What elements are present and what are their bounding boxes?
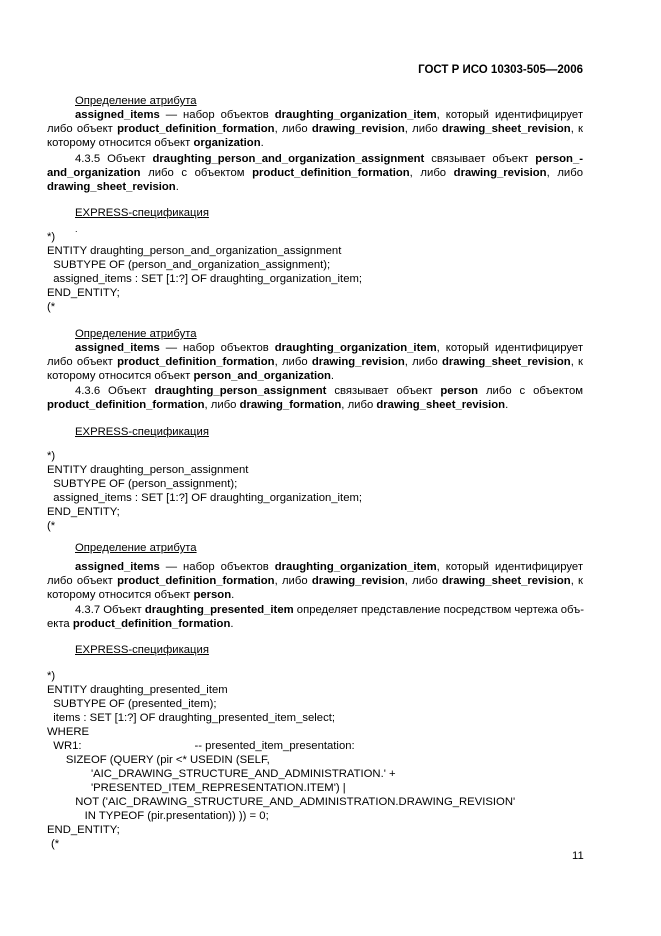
code-line: END_ENTITY; [47, 824, 120, 836]
code-line: WHERE [47, 726, 90, 738]
code-line: assigned_items : SET [1:?] OF draughting_organization_item; [47, 492, 363, 504]
code-line: SUBTYPE OF (person_and_organization_assignment); [47, 259, 331, 271]
code-line: assigned_items : SET [1:?] OF draughting_organization_item; [47, 273, 363, 285]
code-line: 'AIC_DRAWING_STRUCTURE_AND_ADMINISTRATION.' + [47, 768, 396, 780]
code-comment-open: *) [47, 450, 56, 462]
attribute-definition-heading: Определение атрибута [75, 328, 197, 340]
paragraph-line: assigned_items — набор объектов draughting_organization_item, который идентифицирует [75, 109, 584, 121]
section-4-3-6: 4.3.6 Объект draughting_person_assignment связывает объект person либо с объектом [75, 385, 584, 397]
paragraph-line: екта product_definition_formation. [47, 618, 234, 630]
attribute-definition-heading: Определение атрибута [75, 542, 197, 554]
code-line: SUBTYPE OF (person_assignment); [47, 478, 238, 490]
code-line: ENTITY draughting_presented_item [47, 684, 228, 696]
code-comment-close: (* [51, 838, 60, 850]
code-line: 'PRESENTED_ITEM_REPRESENTATION.ITEM') | [47, 782, 346, 794]
express-spec-heading: EXPRESS-спецификация [75, 426, 209, 438]
code-comment-open: *) [47, 670, 56, 682]
paragraph-line: product_definition_formation, либо drawing_formation, либо drawing_sheet_revision. [47, 399, 509, 411]
code-comment-open: *) [47, 231, 56, 243]
paragraph-line: которому относится объект person_and_organization. [47, 370, 335, 382]
attribute-definition-heading: Определение атрибута [75, 95, 197, 107]
express-spec-heading: EXPRESS-спецификация [75, 207, 209, 219]
code-line: END_ENTITY; [47, 506, 120, 518]
paragraph-line: либо объект product_definition_formation, либо drawing_revision, либо drawing_sheet_revision, к [47, 123, 583, 135]
code-line: IN TYPEOF (pir.presentation)) )) = 0; [47, 810, 269, 822]
code-line: SUBTYPE OF (presented_item); [47, 698, 217, 710]
paragraph-line: либо объект product_definition_formation, либо drawing_revision, либо drawing_sheet_revision, к [47, 356, 583, 368]
page-number: 11 [572, 850, 584, 862]
paragraph-line: and_organization либо с объектом product_definition_formation, либо drawing_revision, либо [47, 167, 583, 179]
express-spec-heading: EXPRESS-спецификация [75, 644, 209, 656]
code-line: ENTITY draughting_person_assignment [47, 464, 249, 476]
document-header: ГОСТ Р ИСО 10303-505—2006 [418, 64, 583, 76]
code-line: ENTITY draughting_person_and_organization_assignment [47, 245, 342, 257]
code-line: SIZEOF (QUERY (pir <* USEDIN (SELF, [47, 754, 270, 766]
paragraph-line: которому относится объект organization. [47, 137, 264, 149]
section-4-3-5: 4.3.5 Объект draughting_person_and_organization_assignment связывает объект person_- [75, 153, 584, 165]
code-comment-close: (* [47, 520, 56, 532]
paragraph-line: drawing_sheet_revision. [47, 181, 179, 193]
paragraph-line: assigned_items — набор объектов draughting_organization_item, который идентифицирует [75, 561, 584, 573]
code-line: END_ENTITY; [47, 287, 120, 299]
paragraph-line: assigned_items — набор объектов draughting_organization_item, который идентифицирует [75, 342, 584, 354]
code-line: WR1: -- presented_item_presentation: [47, 740, 355, 752]
code-comment-close: (* [47, 301, 56, 313]
paragraph-line: либо объект product_definition_formation, либо drawing_revision, либо drawing_sheet_revision, к [47, 575, 583, 587]
code-line: items : SET [1:?] OF draughting_presented_item_select; [47, 712, 336, 724]
paragraph-line: которому относится объект person. [47, 589, 235, 601]
section-4-3-7: 4.3.7 Объект draughting_presented_item определяет представление посредством чертежа объ- [75, 604, 584, 616]
code-line: NOT ('AIC_DRAWING_STRUCTURE_AND_ADMINISTRATION.DRAWING_REVISION' [47, 796, 516, 808]
stray-dot: . [75, 224, 78, 234]
